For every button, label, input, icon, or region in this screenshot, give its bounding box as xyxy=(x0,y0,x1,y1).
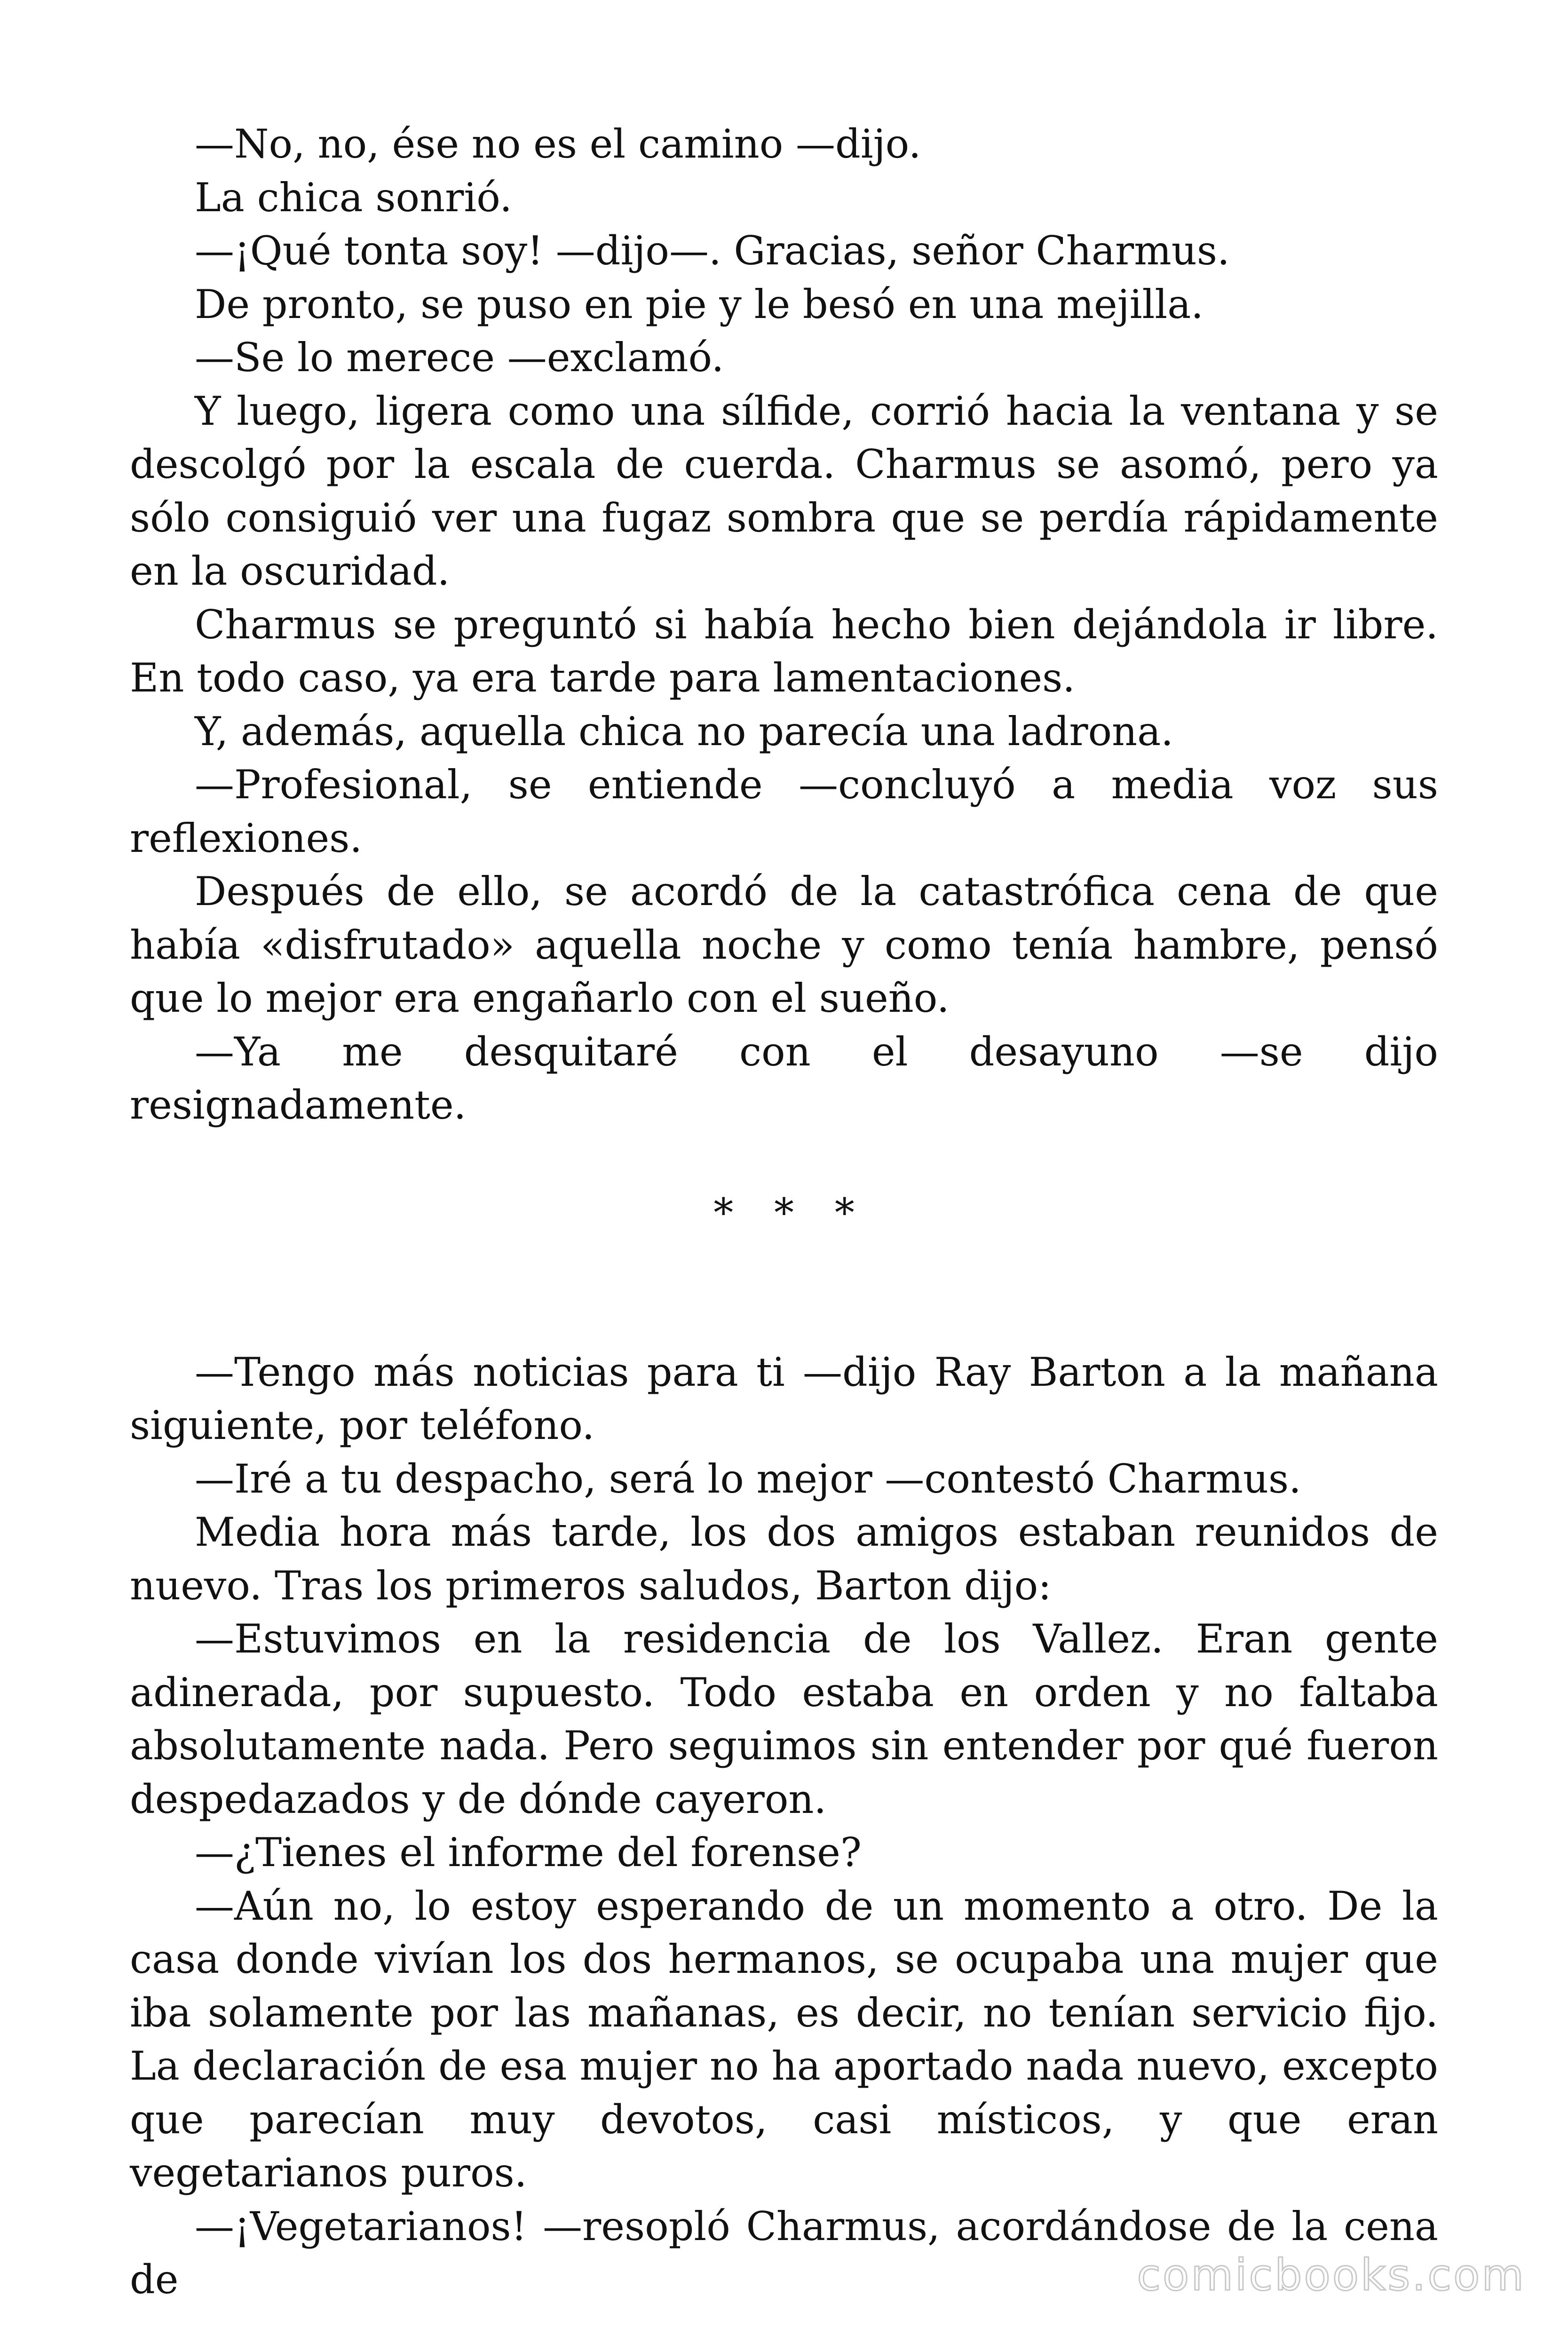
paragraph: —¿Tienes el informe del forense? xyxy=(195,1829,862,1875)
paragraph: Y, además, aquella chica no parecía una ladrona. xyxy=(195,708,1173,755)
paragraph: —Estuvimos en la residencia de los Vallez. Eran gente adinerada, por supuesto. Todo estaba en orden y no faltaba absolutamente nada. Pero seguimos sin entender por qué fueron despedazados y de dónde cayeron. xyxy=(130,1616,1438,1822)
section-one xyxy=(130,118,1438,1132)
paragraph: —No, no, ése no es el camino —dijo. xyxy=(195,121,921,167)
paragraph: Después de ello, se acordó de la catastrófica cena de que había «disfrutado» aquella noche y como tenía hambre, pensó que lo mejor era engañarlo con el sueño. xyxy=(130,868,1438,1021)
paragraph: —Se lo merece —exclamó. xyxy=(195,334,724,381)
page-body xyxy=(130,118,1438,2307)
section-two xyxy=(130,1346,1438,2307)
watermark: comicbooks.com xyxy=(1137,2250,1526,2300)
paragraph: —Tengo más noticias para ti —dijo Ray Barton a la mañana siguiente, por teléfono. xyxy=(130,1349,1438,1448)
paragraph: —Profesional, se entiende —concluyó a media voz sus reflexiones. xyxy=(130,762,1438,861)
paragraph: —¡Vegetarianos! —resopló Charmus, acordándose de la cena de xyxy=(130,2203,1438,2303)
section-break xyxy=(130,1132,1438,1346)
scene-separator: * * * xyxy=(713,1189,869,1236)
paragraph: —Ya me desquitaré con el desayuno —se dijo resignadamente. xyxy=(130,1028,1438,1128)
paragraph: —¡Qué tonta soy! —dijo—. Gracias, señor Charmus. xyxy=(195,228,1230,274)
paragraph: —Iré a tu despacho, será lo mejor —contestó Charmus. xyxy=(195,1455,1301,1502)
paragraph: Charmus se preguntó si había hecho bien dejándola ir libre. En todo caso, ya era tarde para lamentaciones. xyxy=(130,601,1438,701)
paragraph: Y luego, ligera como una sílfide, corrió hacia la ventana y se descolgó por la escala de cuerda. Charmus se asomó, pero ya sólo consiguió ver una fugaz sombra que se perdía rápidamente en la oscuridad. xyxy=(130,388,1438,594)
paragraph: La chica sonrió. xyxy=(195,174,512,221)
paragraph: Media hora más tarde, los dos amigos estaban reunidos de nuevo. Tras los primeros saludos, Barton dijo: xyxy=(130,1509,1438,1609)
paragraph: De pronto, se puso en pie y le besó en una mejilla. xyxy=(195,281,1204,327)
paragraph: —Aún no, lo estoy esperando de un momento a otro. De la casa donde vivían los dos hermanos, se ocupaba una mujer que iba solamente por las mañanas, es decir, no tenían servicio fijo. La declaración de esa mujer no ha aportado nada nuevo, excepto que parecían muy devotos, casi místicos, y que eran vegetarianos puros. xyxy=(130,1883,1438,2196)
